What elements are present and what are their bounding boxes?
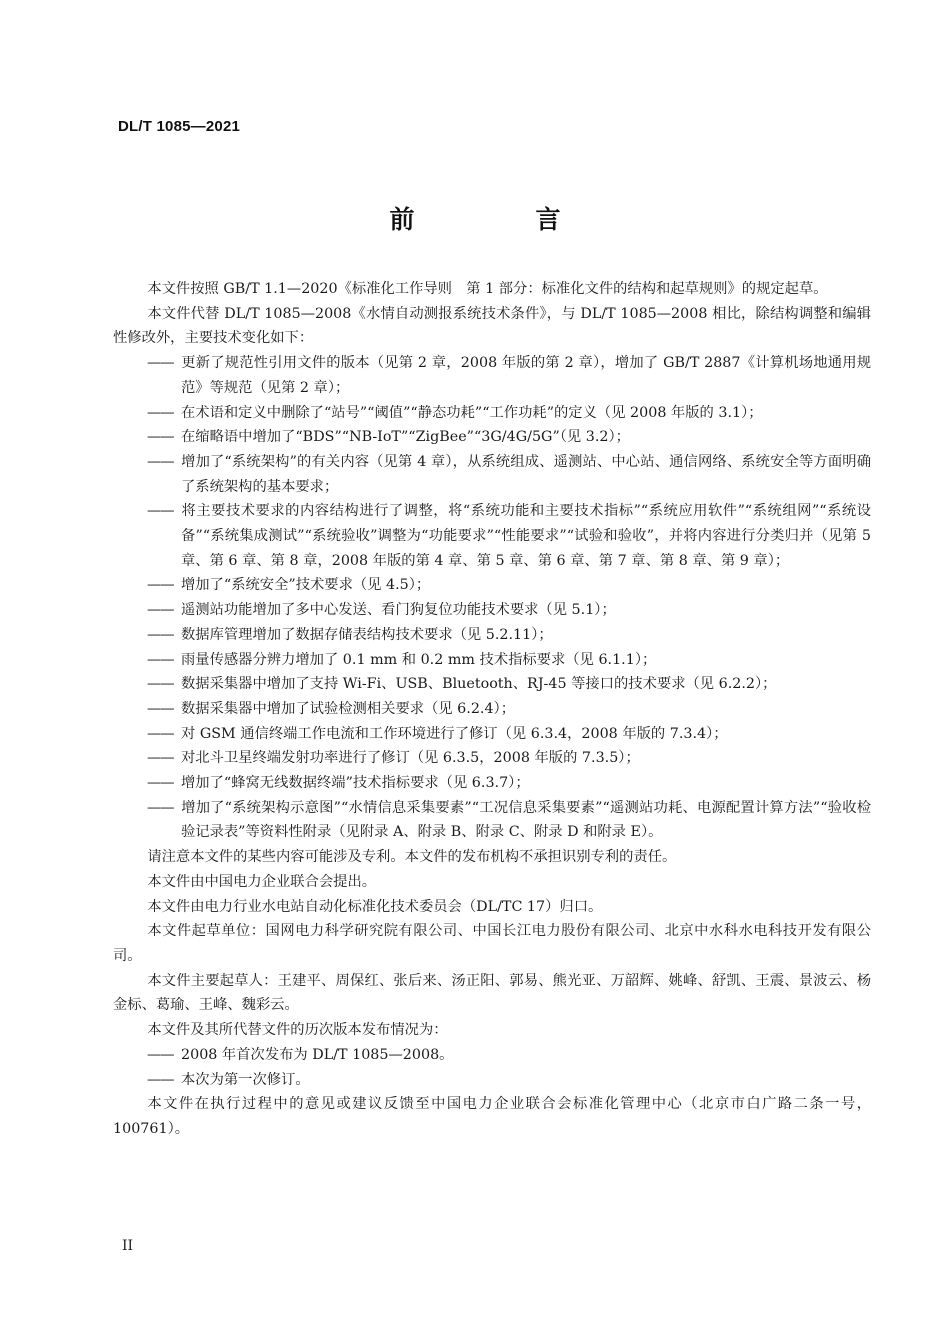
body-paragraph: [113, 845, 871, 870]
dash-symbol: ——: [147, 700, 174, 717]
page-title: 前 言: [389, 205, 609, 234]
paragraph-text: 数据采集器中增加了试验检测相关要求（见 6.2.4）；: [181, 700, 516, 717]
dash-symbol: ——: [147, 651, 174, 668]
paragraph-text: 请注意本文件的某些内容可能涉及专利。本文件的发布机构不承担识别专利的责任。: [147, 849, 677, 866]
body-paragraph: [113, 1018, 871, 1043]
body-paragraph: [113, 969, 871, 1018]
paragraph-text: 本文件由中国电力企业联合会提出。: [147, 873, 377, 890]
paragraph-text: 遥测站功能增加了多中心发送、看门狗复位功能技术要求（见 5.1）；: [181, 602, 616, 619]
paragraph-text: 本文件及其所代替文件的历次版本发布情况为：: [147, 1022, 448, 1039]
body-paragraph: [113, 870, 871, 895]
paragraph-text: 在缩略语中增加了“BDS”“NB-IoT”“ZigBee”“3G/4G/5G”（见 3.2）；: [181, 429, 630, 446]
dash-symbol: ——: [147, 676, 174, 693]
dash-symbol: ——: [147, 626, 174, 643]
body-paragraph: [113, 277, 871, 302]
paragraph-text: 增加了“蜂窝无线数据终端”技术指标要求（见 6.3.7）；: [181, 775, 530, 792]
dash-list-item: [147, 401, 871, 426]
paragraph-text: 本文件按照 GB/T 1.1—2020《标准化工作导则 第 1 部分：标准化文件的结构和起草规则》的规定起草。: [147, 281, 828, 297]
page-number: II: [122, 1238, 134, 1254]
dash-symbol: ——: [147, 750, 174, 767]
dash-list-item: [147, 1068, 871, 1093]
dash-symbol: ——: [147, 404, 174, 421]
paragraph-text: 增加了“系统安全”技术要求（见 4.5）；: [181, 577, 431, 594]
paragraph-text: 本文件代替 DL/T 1085—2008《水情自动测报系统技术条件》，与 DL/T 1085—2008 相比，除结构调整和编辑性修改外，主要技术变化如下：: [113, 305, 871, 347]
dash-list-item: [147, 351, 871, 400]
dash-symbol: ——: [147, 602, 174, 619]
paragraph-text: 对北斗卫星终端发射功率进行了修订（见 6.3.5，2008 年版的 7.3.5）；: [181, 750, 640, 767]
dash-list-item: [147, 573, 871, 598]
dash-symbol: ——: [147, 429, 174, 446]
dash-symbol: ——: [147, 355, 174, 372]
dash-list-item: [147, 796, 871, 845]
paragraph-text: 增加了“系统架构”的有关内容（见第 4 章），从系统组成、遥测站、中心站、通信网络、系统安全等方面明确了系统架构的基本要求；: [181, 453, 871, 495]
dash-symbol: ——: [147, 453, 174, 470]
paragraph-text: 数据库管理增加了数据存储表结构技术要求（见 5.2.11）；: [181, 626, 553, 643]
dash-list-item: [147, 722, 871, 747]
dash-symbol: ——: [147, 725, 174, 742]
dash-symbol: ——: [147, 577, 174, 594]
body-paragraph: [113, 1092, 871, 1141]
dash-list-item: [147, 672, 871, 697]
paragraph-text: 本文件由电力行业水电站自动化标准化技术委员会（DL/TC 17）归口。: [147, 898, 603, 915]
dash-list-item: [147, 648, 871, 673]
paragraph-text: 将主要技术要求的内容结构进行了调整，将“系统功能和主要技术指标”“系统应用软件”“系统组网”“系统设备”“系统集成测试”“系统验收”调整为“功能要求”“性能要求”“试验和验收”，并将内容进行分类归并（见第 5 章、第 6 章、第 8 章，2008 年版的第 4 章、第 5 章、第 6 章、第 7 章、第 8 章、第 9 章）；: [181, 503, 871, 569]
dash-list-item: [147, 450, 871, 499]
dash-list-item: [147, 425, 871, 450]
paragraph-text: 在术语和定义中删除了“站号”“阈值”“静态功耗”“工作功耗”的定义（见 2008 年版的 3.1）；: [181, 404, 763, 421]
dash-list-item: [147, 1043, 871, 1068]
paragraph-text: 数据采集器中增加了支持 Wi-Fi、USB、Bluetooth、RJ-45 等接口的技术要求（见 6.2.2）；: [181, 676, 777, 693]
dash-list-item: [147, 623, 871, 648]
dash-list-item: [147, 598, 871, 623]
paragraph-text: 增加了“系统架构示意图”“水情信息采集要素”“工况信息采集要素”“遥测站功耗、电源配置计算方法”“验收检验记录表”等资料性附录（见附录 A、附录 B、附录 C、附录 D 和附录 E）。: [181, 799, 871, 841]
body-paragraph: [113, 919, 871, 968]
dash-list-item: [147, 746, 871, 771]
paragraph-text: 本文件主要起草人：王建平、周保红、张后来、汤正阳、郭易、熊光亚、万韶辉、姚峰、舒凯、王震、景波云、杨金标、葛瑜、王峰、魏彩云。: [113, 972, 871, 1014]
foreword-body: [113, 277, 871, 1142]
paragraph-text: 2008 年首次发布为 DL/T 1085—2008。: [181, 1046, 454, 1063]
body-paragraph: [113, 302, 871, 351]
standard-code: DL/T 1085—2021: [118, 118, 241, 135]
paragraph-text: 本次为第一次修订。: [181, 1071, 310, 1088]
dash-symbol: ——: [147, 1046, 174, 1063]
paragraph-text: 本文件在执行过程中的意见或建议反馈至中国电力企业联合会标准化管理中心（北京市白广路二条一号，100761）。: [113, 1096, 871, 1137]
dash-symbol: ——: [147, 1071, 174, 1088]
dash-list-item: [147, 771, 871, 796]
dash-symbol: ——: [147, 503, 174, 520]
paragraph-text: 雨量传感器分辨力增加了 0.1 mm 和 0.2 mm 技术指标要求（见 6.1.1）；: [181, 651, 657, 668]
paragraph-text: 更新了规范性引用文件的版本（见第 2 章，2008 年版的第 2 章），增加了 GB/T 2887《计算机场地通用规范》等规范（见第 2 章）；: [181, 355, 871, 396]
paragraph-text: 本文件起草单位：国网电力科学研究院有限公司、中国长江电力股份有限公司、北京中水科水电科技开发有限公司。: [113, 923, 871, 964]
dash-symbol: ——: [147, 775, 174, 792]
dash-symbol: ——: [147, 799, 174, 816]
body-paragraph: [113, 895, 871, 920]
paragraph-text: 对 GSM 通信终端工作电流和工作环境进行了修订（见 6.3.4，2008 年版的 7.3.4）；: [181, 725, 728, 742]
dash-list-item: [147, 697, 871, 722]
dash-list-item: [147, 499, 871, 573]
